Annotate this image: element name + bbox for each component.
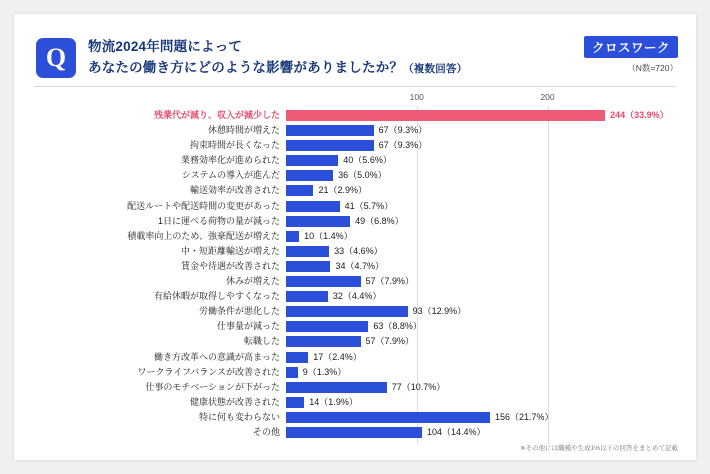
category-label: 賃金や待遇が改善された [180, 260, 280, 271]
category-label: 業務効率化が進められた [180, 155, 280, 166]
category-label: 残業代が減り、収入が減少した [153, 110, 280, 120]
bar-value-label: 9（1.3%） [302, 366, 347, 377]
category-label: 有給休暇が取得しやすくなった [153, 291, 280, 302]
category-label: ワークライフバランスが改善された [137, 366, 280, 377]
chart-row [14, 214, 696, 229]
chart-row [14, 395, 696, 410]
chart-row [14, 410, 696, 425]
bar [286, 367, 298, 378]
bar-value-label: 77（10.7%） [391, 381, 446, 392]
chart-row [14, 319, 696, 334]
chart-row [14, 108, 696, 123]
brand-logo: クロスワーク [584, 36, 678, 58]
bar-value-label: 57（7.9%） [365, 336, 415, 347]
bar-value-label: 34（4.7%） [335, 260, 384, 271]
question-line-2: あなたの働き方にどのような影響がありましたか？ [88, 60, 404, 75]
bar [286, 352, 308, 363]
bar [286, 231, 299, 242]
bar [286, 397, 304, 408]
chart-row [14, 380, 696, 395]
category-label: 仕事量が減った [216, 321, 280, 332]
bar-value-label: 36（5.0%） [338, 170, 387, 181]
chart-row [14, 334, 696, 349]
category-label: 特に何も変わらない [198, 411, 280, 422]
bar-value-label: 67（9.3%） [378, 125, 428, 136]
bar [286, 321, 368, 332]
category-label: 転職した [243, 336, 280, 347]
bar [286, 170, 333, 181]
question-note: （複数回答） [403, 63, 468, 75]
bar [286, 382, 387, 393]
bar [286, 246, 329, 257]
category-label: 中・短距離輸送が増えた [180, 245, 280, 256]
bar-value-label: 67（9.3%） [378, 140, 428, 151]
chart-row [14, 183, 696, 198]
category-label: 積載率向上のため、強豪配送が増えた [127, 230, 280, 241]
category-label: その他 [252, 426, 280, 437]
bar [286, 276, 361, 287]
bar-value-label: 14（1.9%） [309, 396, 358, 407]
bar-value-label: 41（5.7%） [344, 200, 394, 211]
slide-header [14, 14, 696, 86]
category-label: 健康状態が改善された [189, 396, 280, 407]
category-label: 休憩時間が増えた [207, 125, 280, 136]
footnote: ※その他には職種や生成1%以下の回答をまとめて記載 [520, 445, 678, 452]
chart-row [14, 153, 696, 168]
category-label: 配送ルートや配送時間の変更があった [127, 200, 280, 211]
x-axis-tick: 100 [409, 92, 424, 102]
bar [286, 336, 361, 347]
bar [286, 140, 374, 151]
chart-row [14, 425, 696, 440]
chart-row [14, 350, 696, 365]
chart-row [14, 199, 696, 214]
bar [286, 110, 605, 121]
bar [286, 261, 330, 272]
chart-row [14, 304, 696, 319]
bar [286, 185, 313, 196]
chart-row [14, 289, 696, 304]
category-label: 労働条件が悪化した [198, 306, 280, 317]
category-label: 仕事のモチベーションが下がった [145, 381, 280, 392]
category-label: 拘束時間が長くなった [189, 140, 280, 151]
chart-row [14, 123, 696, 138]
bar-value-label: 40（5.6%） [343, 155, 392, 166]
category-label: 1日に運べる荷物の量が減った [157, 215, 280, 226]
bar-value-label: 49（6.8%） [355, 215, 404, 226]
bar [286, 291, 328, 302]
category-label: 輸送効率が改善された [189, 185, 280, 196]
bar-value-label: 93（12.9%） [412, 306, 467, 317]
bar [286, 412, 490, 423]
sample-size: （N数=720） [627, 63, 678, 73]
bar [286, 155, 338, 166]
bar-value-label: 32（4.4%） [332, 291, 382, 302]
bar-value-label: 244（33.9%） [610, 110, 669, 120]
bar [286, 427, 422, 438]
x-axis-tick: 200 [540, 92, 555, 102]
bar-chart [14, 92, 696, 454]
question-badge: Q [36, 38, 76, 78]
chart-row [14, 138, 696, 153]
chart-row [14, 168, 696, 183]
category-label: 働き方改革への意識が高まった [153, 351, 280, 362]
category-label: 休みが増えた [225, 276, 280, 287]
bar-value-label: 57（7.9%） [365, 276, 415, 287]
bar-value-label: 104（14.4%） [427, 426, 486, 437]
slide-card [14, 14, 696, 460]
bar-value-label: 17（2.4%） [313, 351, 362, 362]
chart-row [14, 259, 696, 274]
question-line-2-wrap [88, 57, 508, 80]
bar-value-label: 21（2.9%） [318, 185, 367, 196]
chart-row [14, 229, 696, 244]
page-title [88, 36, 508, 80]
chart-row [14, 274, 696, 289]
chart-row [14, 244, 696, 259]
bar-value-label: 63（8.8%） [373, 321, 422, 332]
bar [286, 306, 408, 317]
brand-block [584, 36, 678, 74]
chart-rows [14, 108, 696, 440]
bar [286, 125, 374, 136]
x-axis-tick-labels [14, 92, 696, 106]
bar-value-label: 156（21.7%） [495, 411, 554, 422]
header-divider [34, 86, 676, 87]
bar [286, 216, 350, 227]
bar-value-label: 33（4.6%） [334, 245, 383, 256]
question-line-1: 物流2024年問題によって [88, 39, 243, 54]
category-label: システムの導入が進んだ [181, 170, 280, 181]
chart-row [14, 365, 696, 380]
bar-value-label: 10（1.4%） [304, 230, 353, 241]
bar [286, 201, 340, 212]
